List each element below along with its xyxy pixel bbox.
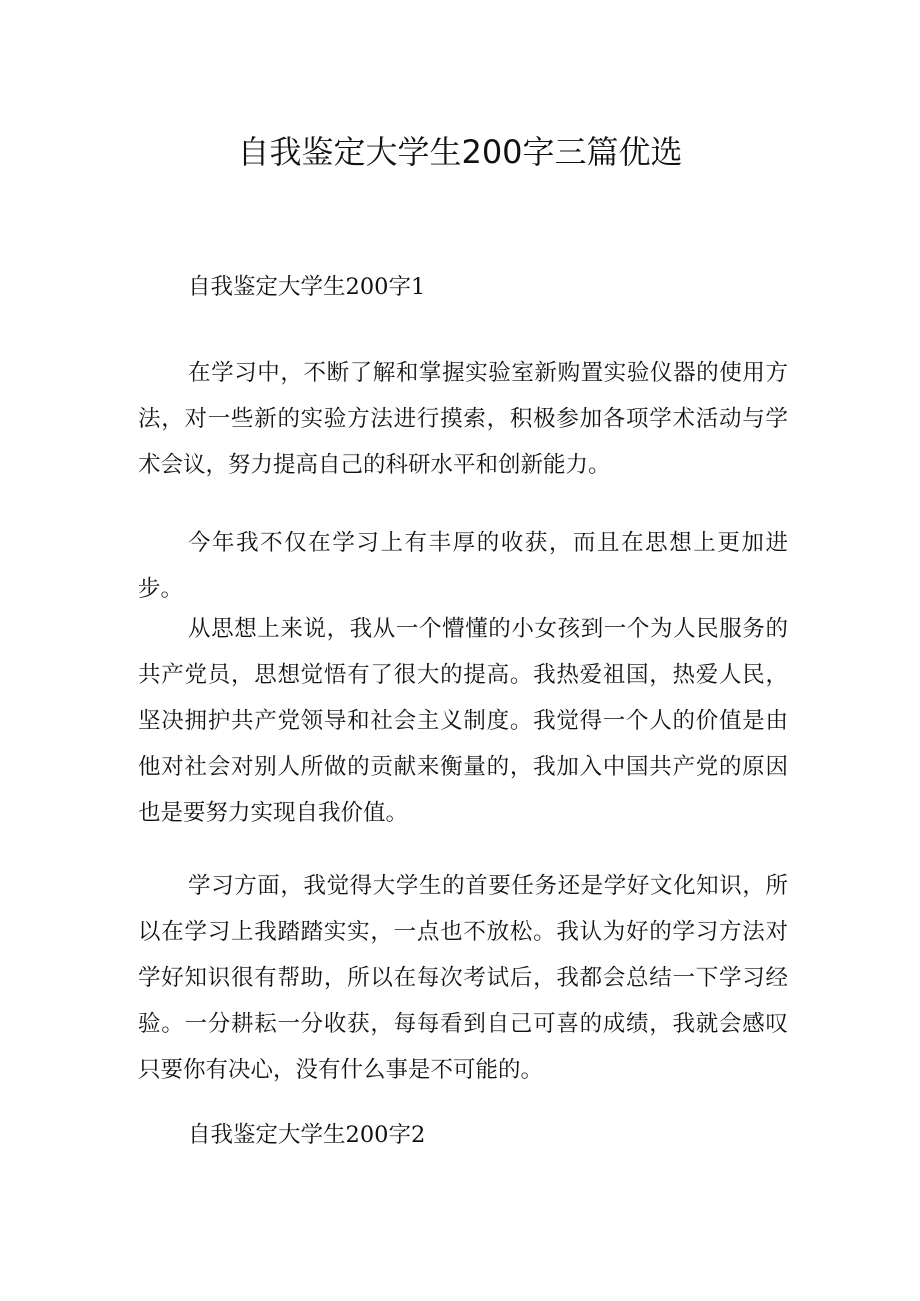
paragraph-4: 学习方面，我觉得大学生的首要任务还是学好文化知识，所以在学习上我踏踏实实，一点也不放松。我认为好的学习方法对学好知识很有帮助，所以在每次考试后，我都会总结一下学习经验。一分耕耘一分收获，每每看到自己可喜的成绩，我就会感叹只要你有决心，没有什么事是不可能的。: [138, 873, 788, 1083]
section-heading-1: 自我鉴定大学生200字1: [188, 274, 426, 300]
paragraph-2: 今年我不仅在学习上有丰厚的收获，而且在思想上更加进步。: [138, 530, 788, 602]
paragraph-1: 在学习中，不断了解和掌握实验室新购置实验仪器的使用方法，对一些新的实验方法进行摸索，积极参加各项学术活动与学术会议，努力提高自己的科研水平和创新能力。: [138, 360, 788, 478]
section-heading-2: 自我鉴定大学生200字2: [188, 1122, 426, 1148]
paragraph-3: 从思想上来说，我从一个懵懂的小女孩到一个为人民服务的共产党员，思想觉悟有了很大的提高。我热爱祖国，热爱人民，坚决拥护共产党领导和社会主义制度。我觉得一个人的价值是由他对社会对别人所做的贡献来衡量的，我加入中国共产党的原因也是要努力实现自我价值。: [138, 616, 788, 826]
page-title: 自我鉴定大学生200字三篇优选: [237, 133, 683, 171]
